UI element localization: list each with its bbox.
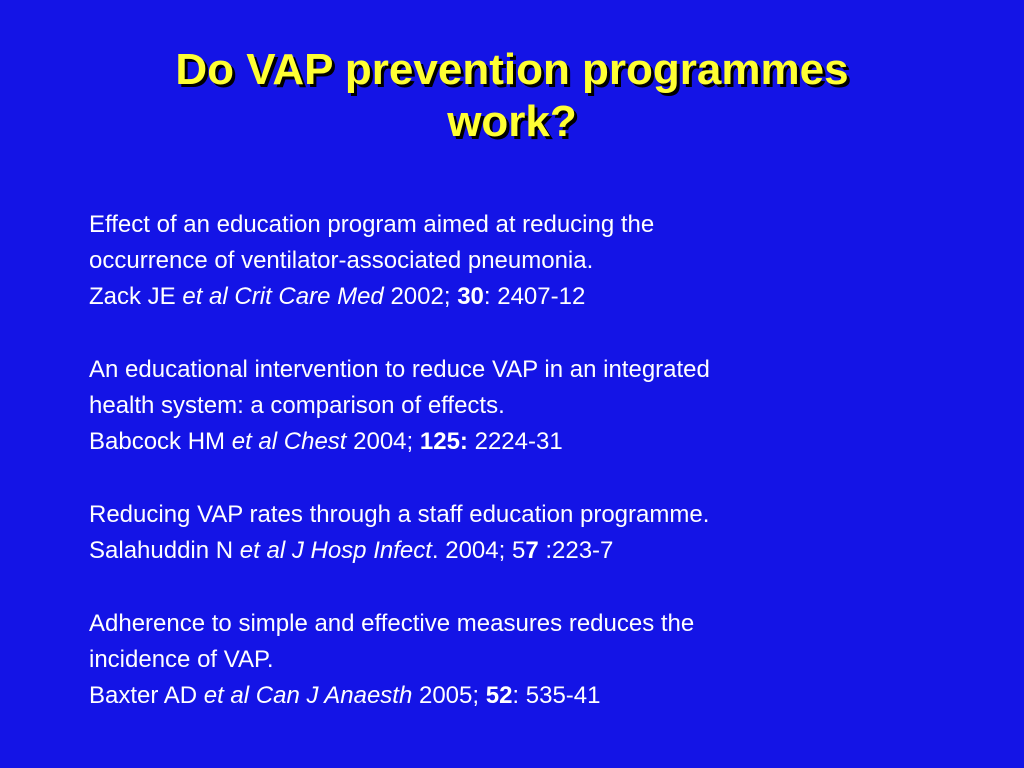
reference-item xyxy=(89,352,989,460)
citation-year: 2002; xyxy=(383,283,458,310)
citation-sep xyxy=(249,682,256,709)
reference-item xyxy=(89,207,989,315)
citation-sep xyxy=(277,428,284,455)
reference-citation xyxy=(89,424,989,460)
citation-sep xyxy=(285,537,292,564)
reference-citation xyxy=(89,279,989,315)
citation-etal: et al xyxy=(231,428,278,455)
citation-pages: : 2407-12 xyxy=(483,283,586,310)
reference-title-line: incidence of VAP. xyxy=(89,646,274,673)
citation-pages: : 535-41 xyxy=(512,682,601,709)
citation-journal: Crit Care Med xyxy=(234,283,384,310)
citation-author: Salahuddin N xyxy=(89,537,240,564)
citation-volume: 7 xyxy=(525,537,539,564)
reference-title-line: Effect of an education program aimed at reducing the xyxy=(89,211,655,238)
reference-citation xyxy=(89,678,989,714)
citation-journal: Can J Anaesth xyxy=(255,682,413,709)
slide-title-line-1: Do VAP prevention programmes xyxy=(175,45,849,94)
citation-author: Zack JE xyxy=(89,283,183,310)
reference-title-line: Adherence to simple and effective measures reduces the xyxy=(89,610,695,637)
reference-item xyxy=(89,497,989,569)
citation-author: Baxter AD xyxy=(89,682,204,709)
citation-pages: 2224-31 xyxy=(467,428,563,455)
citation-volume: 52 xyxy=(485,682,513,709)
citation-journal: J Hosp Infect xyxy=(291,537,432,564)
reference-item xyxy=(89,606,989,714)
citation-volume: 30 xyxy=(457,283,484,310)
reference-citation xyxy=(89,533,989,569)
citation-author: Babcock HM xyxy=(89,428,232,455)
reference-list xyxy=(89,207,989,751)
citation-journal: Chest xyxy=(283,428,347,455)
reference-title-line: An educational intervention to reduce VAP in an integrated xyxy=(89,356,710,383)
reference-title-line: health system: a comparison of effects. xyxy=(89,392,505,419)
citation-etal: et al xyxy=(203,682,250,709)
citation-volume: 125: xyxy=(419,428,468,455)
slide-title xyxy=(0,44,1024,148)
citation-etal: et al xyxy=(239,537,286,564)
reference-title-line: Reducing VAP rates through a staff education programme. xyxy=(89,501,710,528)
citation-year: 2005; xyxy=(412,682,486,709)
citation-year: 2004; xyxy=(346,428,420,455)
reference-title-line: occurrence of ventilator-associated pneumonia. xyxy=(89,247,594,274)
citation-etal: et al xyxy=(182,283,228,310)
slide-title-line-2: work? xyxy=(447,97,577,146)
citation-pages: :223-7 xyxy=(538,537,614,564)
citation-year: . 2004; 5 xyxy=(431,537,526,564)
